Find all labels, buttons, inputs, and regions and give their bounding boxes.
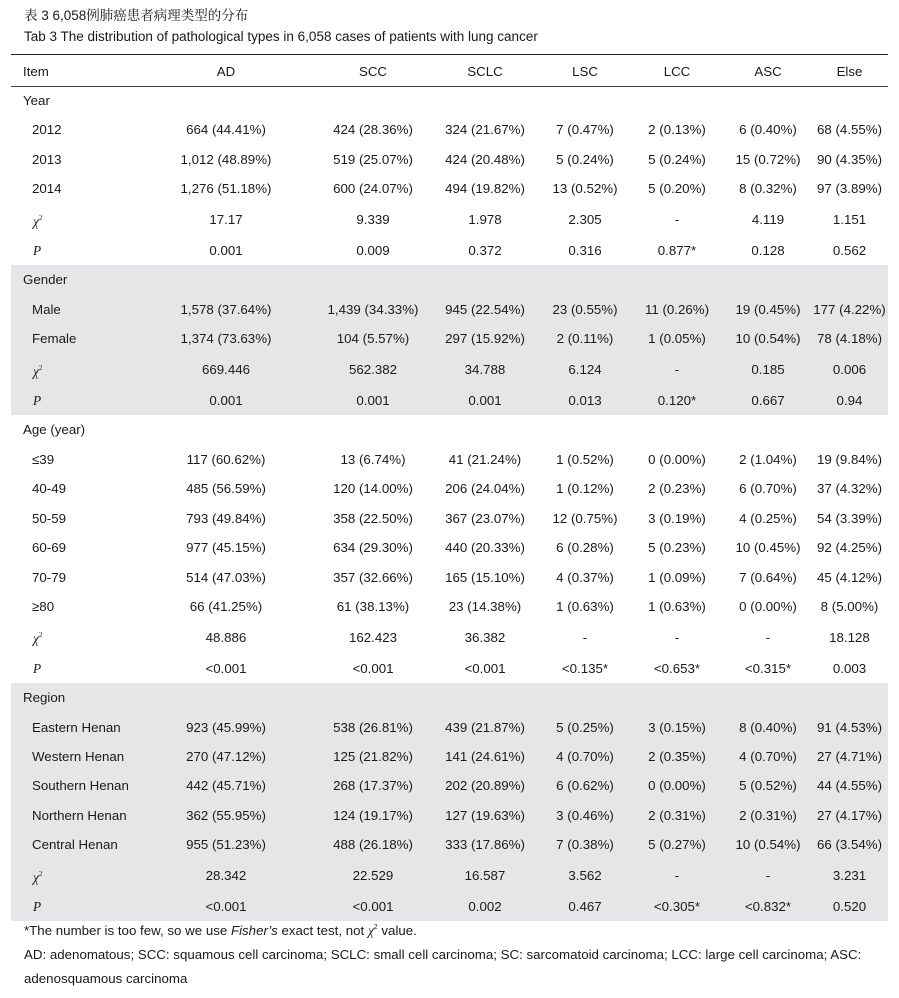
- table-row: [11, 742, 888, 771]
- p-symbol: P: [33, 243, 42, 259]
- table-cell: <0.653*: [653, 660, 701, 676]
- table-cell: 27 (4.71%): [811, 742, 888, 771]
- table-cell: 6 (0.28%): [556, 540, 614, 556]
- group-label: Region: [11, 683, 888, 712]
- table-cell: -: [765, 629, 771, 645]
- table-row: [11, 474, 888, 503]
- table-cell: 2 (0.11%): [541, 324, 629, 353]
- table-cell: 4.119: [751, 212, 785, 228]
- table-row: [11, 295, 888, 324]
- group-header-row: [11, 265, 888, 294]
- column-header-ad: AD: [216, 64, 236, 79]
- table-cell: 955 (51.23%): [135, 830, 317, 859]
- table-cell: 22.529: [317, 860, 429, 892]
- fisher-note-text-middle: exact test, not: [277, 923, 368, 938]
- header-row: [11, 57, 888, 86]
- table-cell: 0.667: [725, 386, 811, 415]
- table-cell: 66 (41.25%): [189, 598, 263, 614]
- p-symbol: P: [33, 660, 42, 676]
- group-label: Gender: [11, 265, 888, 294]
- table-cell: 923 (45.99%): [135, 713, 317, 742]
- table-cell: 117 (60.62%): [186, 451, 266, 467]
- table-cell: 91 (4.53%): [811, 713, 888, 742]
- row-label: Western Henan: [11, 742, 135, 771]
- column-header-lsc: LSC: [572, 64, 598, 79]
- table-cell: 0 (0.00%): [648, 451, 706, 467]
- table-cell: 1.978: [468, 212, 502, 228]
- table-cell: -: [629, 354, 725, 386]
- row-label: 2012: [32, 122, 62, 138]
- table-cell: 104 (5.57%): [317, 324, 429, 353]
- chi-symbol: χ: [33, 363, 39, 379]
- table-cell: 141 (24.61%): [429, 742, 541, 771]
- table-cell: 3 (0.19%): [648, 510, 706, 526]
- abbreviations-note: AD: adenomatous; SCC: squamous cell carcinoma; SCLC: small cell carcinoma; SC: sarcomatoid carcinoma; LCC: large cell carcinoma; ASC: adenosquamous carcinoma: [24, 947, 862, 986]
- table-cell: 6 (0.40%): [739, 122, 797, 138]
- table-cell: 0.467: [541, 892, 629, 921]
- table-cell: -: [674, 212, 680, 228]
- table-cell: 54 (3.39%): [816, 510, 883, 526]
- table-cell: 23 (14.38%): [448, 598, 522, 614]
- table-cell: 61 (38.13%): [336, 598, 410, 614]
- table-cell: 440 (20.33%): [445, 540, 525, 556]
- table-cell: 1,012 (48.89%): [180, 151, 272, 167]
- table-cell: 11 (0.26%): [629, 295, 725, 324]
- p-value-row: [11, 236, 888, 265]
- table-cell: 5 (0.24%): [556, 151, 614, 167]
- table-cell: <0.001: [135, 892, 317, 921]
- chi-square-label: [11, 204, 135, 236]
- row-label: ≤39: [32, 451, 55, 467]
- table-cell: 15 (0.72%): [735, 151, 801, 167]
- chi-square-label: [11, 354, 135, 386]
- table-cell: 36.382: [464, 629, 506, 645]
- section-region: [11, 683, 888, 921]
- table-cell: 2 (0.31%): [629, 801, 725, 830]
- row-label: Female: [11, 324, 135, 353]
- table-cell: 297 (15.92%): [429, 324, 541, 353]
- table-row: [11, 533, 888, 562]
- row-label: Northern Henan: [11, 801, 135, 830]
- table-cell: 5 (0.52%): [725, 771, 811, 800]
- table-cell: 0.001: [429, 386, 541, 415]
- table-row: [11, 115, 888, 144]
- table-cell: 358 (22.50%): [333, 510, 413, 526]
- table-row: [11, 713, 888, 742]
- section-gender: [11, 265, 888, 415]
- group-header-row: [11, 683, 888, 712]
- table-cell: 124 (19.17%): [317, 801, 429, 830]
- table-cell: 0.372: [468, 243, 502, 259]
- table-cell: 16.587: [429, 860, 541, 892]
- table-cell: 1,439 (34.33%): [317, 295, 429, 324]
- table-footnotes: [24, 916, 884, 991]
- table-cell: 634 (29.30%): [333, 540, 413, 556]
- chi-symbol: χ: [33, 631, 39, 647]
- group-header-row: [11, 415, 888, 444]
- table-cell: 1 (0.05%): [629, 324, 725, 353]
- table-cell: 4 (0.37%): [556, 569, 614, 585]
- table-cell: 13 (6.74%): [340, 451, 406, 467]
- table-cell: 0.001: [317, 386, 429, 415]
- row-label: 2014: [32, 181, 62, 197]
- chi-superscript: 2: [38, 869, 43, 878]
- row-label: 50-59: [32, 510, 67, 526]
- fisher-note-text-start: *The number is too few, so we use: [24, 923, 231, 938]
- table-cell: 34.788: [429, 354, 541, 386]
- table-cell: 1 (0.52%): [556, 451, 614, 467]
- table-cell: 2 (0.23%): [648, 481, 706, 497]
- table-cell: 3.562: [541, 860, 629, 892]
- group-label: Age (year): [23, 422, 86, 438]
- table-cell: 0.520: [811, 892, 888, 921]
- table-cell: 9.339: [356, 212, 390, 228]
- table-cell: 1,276 (51.18%): [180, 181, 272, 197]
- table-cell: <0.001: [317, 892, 429, 921]
- table-cell: 0.94: [811, 386, 888, 415]
- table-cell: 2 (0.35%): [629, 742, 725, 771]
- table-cell: 538 (26.81%): [317, 713, 429, 742]
- table-cell: 19 (0.45%): [725, 295, 811, 324]
- table-cell: -: [629, 860, 725, 892]
- row-label: Eastern Henan: [11, 713, 135, 742]
- table-cell: 0.003: [832, 660, 867, 676]
- table-cell: 5 (0.23%): [648, 540, 706, 556]
- table-row: [11, 174, 888, 203]
- table-cell: 0.316: [568, 243, 602, 259]
- table-cell: 977 (45.15%): [186, 540, 266, 556]
- chi-symbol: χ: [33, 869, 39, 885]
- table-cell: 10 (0.54%): [725, 324, 811, 353]
- table-cell: 2 (0.31%): [725, 801, 811, 830]
- table-cell: <0.001: [205, 660, 247, 676]
- row-label: 60-69: [32, 540, 67, 556]
- column-header-item: Item: [23, 64, 49, 79]
- table-cell: 2 (1.04%): [739, 451, 797, 467]
- table-cell: 92 (4.25%): [816, 540, 883, 556]
- table-cell: 4 (0.70%): [541, 742, 629, 771]
- column-header-asc: ASC: [754, 64, 782, 79]
- column-header-else: Else: [836, 64, 863, 79]
- chi-square-row: [11, 860, 888, 892]
- table-cell: 7 (0.47%): [556, 122, 614, 138]
- row-label: Central Henan: [11, 830, 135, 859]
- fisher-note-emphasis: Fisher’s: [230, 923, 278, 938]
- table-cell: 0.009: [356, 243, 390, 259]
- column-header-scc: SCC: [358, 64, 388, 79]
- p-value-row: [11, 386, 888, 415]
- chi-square-label: [11, 860, 135, 892]
- row-label: 40-49: [32, 481, 67, 497]
- table-cell: 424 (20.48%): [445, 151, 525, 167]
- table-cell: 664 (44.41%): [186, 122, 266, 138]
- table-cell: 519 (25.07%): [333, 151, 413, 167]
- section-age: [11, 415, 888, 683]
- table-cell: 48.886: [205, 629, 247, 645]
- table-cell: 0.002: [429, 892, 541, 921]
- table-cell: 324 (21.67%): [445, 122, 525, 138]
- table-cell: 41 (21.24%): [448, 451, 522, 467]
- table-cell: 27 (4.17%): [811, 801, 888, 830]
- table-cell: 333 (17.86%): [429, 830, 541, 859]
- table-cell: -: [582, 629, 588, 645]
- table-cell: <0.832*: [725, 892, 811, 921]
- table-cell: 4 (0.25%): [739, 510, 797, 526]
- table-cell: 1,578 (37.64%): [135, 295, 317, 324]
- table-cell: 2.305: [568, 212, 602, 228]
- table-cell: 78 (4.18%): [811, 324, 888, 353]
- table-cell: 97 (3.89%): [816, 181, 883, 197]
- fisher-note-chi-superscript: 2: [373, 924, 378, 931]
- table-row: [11, 504, 888, 533]
- table-cell: 5 (0.20%): [648, 181, 706, 197]
- table-cell: 12 (0.75%): [552, 510, 618, 526]
- table-cell: 202 (20.89%): [429, 771, 541, 800]
- table-cell: -: [725, 860, 811, 892]
- row-label: ≥80: [32, 598, 55, 614]
- table-cell: 1 (0.63%): [556, 598, 614, 614]
- table-cell: 514 (47.03%): [186, 569, 266, 585]
- table-cell: 127 (19.63%): [429, 801, 541, 830]
- table-cell: 600 (24.07%): [333, 181, 413, 197]
- table-cell: 0.562: [832, 243, 867, 259]
- table-cell: 5 (0.24%): [648, 151, 706, 167]
- p-symbol: P: [33, 898, 42, 914]
- row-label: 2013: [32, 151, 62, 167]
- table-cell: 8 (5.00%): [820, 598, 879, 614]
- table-cell: 68 (4.55%): [816, 122, 883, 138]
- table-cell: 669.446: [135, 354, 317, 386]
- chi-superscript: 2: [38, 631, 43, 640]
- table-cell: 120 (14.00%): [333, 481, 413, 497]
- table-cell: 165 (15.10%): [445, 569, 525, 585]
- table-cell: 0.185: [725, 354, 811, 386]
- table-cell: 6.124: [541, 354, 629, 386]
- row-label: Male: [11, 295, 135, 324]
- table-cell: 1 (0.09%): [648, 569, 706, 585]
- fisher-note-chi-symbol: χ: [367, 923, 374, 938]
- chi-square-row: [11, 621, 888, 653]
- p-value-label: [11, 386, 135, 415]
- group-label: Year: [23, 93, 50, 108]
- table-cell: 66 (3.54%): [811, 830, 888, 859]
- fisher-test-note: [24, 916, 884, 943]
- table-cell: <0.001: [352, 660, 394, 676]
- table-cell: 8 (0.32%): [739, 181, 797, 197]
- table-cell: 1,374 (73.63%): [135, 324, 317, 353]
- row-label: 70-79: [32, 569, 67, 585]
- table-cell: 0.001: [135, 386, 317, 415]
- table-cell: <0.315*: [744, 660, 792, 676]
- table-cell: 439 (21.87%): [429, 713, 541, 742]
- group-header-row: [11, 86, 888, 115]
- table-cell: 0.001: [209, 243, 243, 259]
- table-cell: 562.382: [317, 354, 429, 386]
- table-cell: 2 (0.13%): [648, 122, 706, 138]
- table-cell: -: [674, 629, 680, 645]
- table-cell: 7 (0.38%): [541, 830, 629, 859]
- table-caption-chinese: 表 3 6,058例肺癌患者病理类型的分布: [24, 8, 249, 23]
- table-row: [11, 445, 888, 474]
- table-cell: 6 (0.62%): [541, 771, 629, 800]
- table-cell: 362 (55.95%): [135, 801, 317, 830]
- table-cell: 3 (0.46%): [541, 801, 629, 830]
- table-cell: 10 (0.45%): [735, 540, 801, 556]
- table-row: [11, 592, 888, 621]
- table-cell: 494 (19.82%): [445, 181, 525, 197]
- p-symbol: P: [33, 393, 42, 409]
- table-cell: 488 (26.18%): [317, 830, 429, 859]
- chi-square-row: [11, 354, 888, 386]
- table-cell: 793 (49.84%): [186, 510, 266, 526]
- table-cell: 5 (0.27%): [629, 830, 725, 859]
- table-cell: 442 (45.71%): [135, 771, 317, 800]
- chi-superscript: 2: [38, 363, 43, 372]
- table-cell: 17.17: [209, 212, 243, 228]
- table-row: [11, 145, 888, 174]
- table-cell: 1 (0.63%): [648, 598, 706, 614]
- table-cell: 206 (24.04%): [445, 481, 525, 497]
- table-cell: 125 (21.82%): [317, 742, 429, 771]
- table-cell: 367 (23.07%): [445, 510, 525, 526]
- table-cell: 0.006: [811, 354, 888, 386]
- table-cell: <0.135*: [561, 660, 609, 676]
- table-cell: 424 (28.36%): [333, 122, 413, 138]
- column-header-sclc: SCLC: [467, 64, 503, 79]
- table-cell: 1 (0.12%): [556, 481, 614, 497]
- table-row: [11, 801, 888, 830]
- table-cell: 1.151: [832, 212, 867, 228]
- table-cell: 270 (47.12%): [135, 742, 317, 771]
- table-cell: 3 (0.15%): [629, 713, 725, 742]
- table-cell: 0.877*: [657, 243, 697, 259]
- row-label: Southern Henan: [11, 771, 135, 800]
- table-cell: 90 (4.35%): [816, 151, 883, 167]
- table-cell: 23 (0.55%): [541, 295, 629, 324]
- table-cell: 0.013: [541, 386, 629, 415]
- table-cell: 945 (22.54%): [429, 295, 541, 324]
- table-cell: 0.120*: [629, 386, 725, 415]
- table-cell: 28.342: [135, 860, 317, 892]
- table-cell: 44 (4.55%): [811, 771, 888, 800]
- table-cell: 45 (4.12%): [816, 569, 883, 585]
- table-cell: 357 (32.66%): [333, 569, 413, 585]
- table-cell: 0 (0.00%): [739, 598, 797, 614]
- table-cell: 3.231: [811, 860, 888, 892]
- table-cell: 37 (4.32%): [816, 481, 883, 497]
- table-top-rule: [11, 54, 888, 55]
- chi-superscript: 2: [38, 213, 43, 222]
- fisher-note-text-end: value.: [377, 923, 417, 938]
- table-cell: 268 (17.37%): [317, 771, 429, 800]
- p-value-label: [11, 654, 135, 683]
- table-cell: 5 (0.25%): [541, 713, 629, 742]
- table-cell: 4 (0.70%): [725, 742, 811, 771]
- table-caption-english: Tab 3 The distribution of pathological types in 6,058 cases of patients with lung cancer: [24, 29, 538, 44]
- table-cell: 18.128: [829, 629, 870, 645]
- table-cell: <0.001: [464, 660, 506, 676]
- table-cell: 10 (0.54%): [725, 830, 811, 859]
- chi-square-row: [11, 204, 888, 236]
- table-cell: 485 (56.59%): [186, 481, 266, 497]
- table-row: [11, 563, 888, 592]
- table-cell: 162.423: [348, 629, 398, 645]
- pathology-distribution-table: [11, 57, 888, 921]
- p-value-row: [11, 654, 888, 683]
- table-cell: 7 (0.64%): [739, 569, 797, 585]
- section-year: [11, 86, 888, 265]
- table-cell: 6 (0.70%): [739, 481, 797, 497]
- table-cell: <0.305*: [629, 892, 725, 921]
- table-row: [11, 324, 888, 353]
- chi-symbol: χ: [33, 213, 39, 229]
- column-header-lcc: LCC: [663, 64, 691, 79]
- table-row: [11, 830, 888, 859]
- p-value-label: [11, 236, 135, 265]
- table-cell: 0 (0.00%): [629, 771, 725, 800]
- table-cell: 177 (4.22%): [811, 295, 888, 324]
- chi-square-label: [11, 621, 135, 653]
- table-cell: 13 (0.52%): [552, 181, 618, 197]
- table-cell: 19 (9.84%): [816, 451, 883, 467]
- table-row: [11, 771, 888, 800]
- table-header: [11, 57, 888, 86]
- table-cell: 0.128: [751, 243, 785, 259]
- table-cell: 8 (0.40%): [725, 713, 811, 742]
